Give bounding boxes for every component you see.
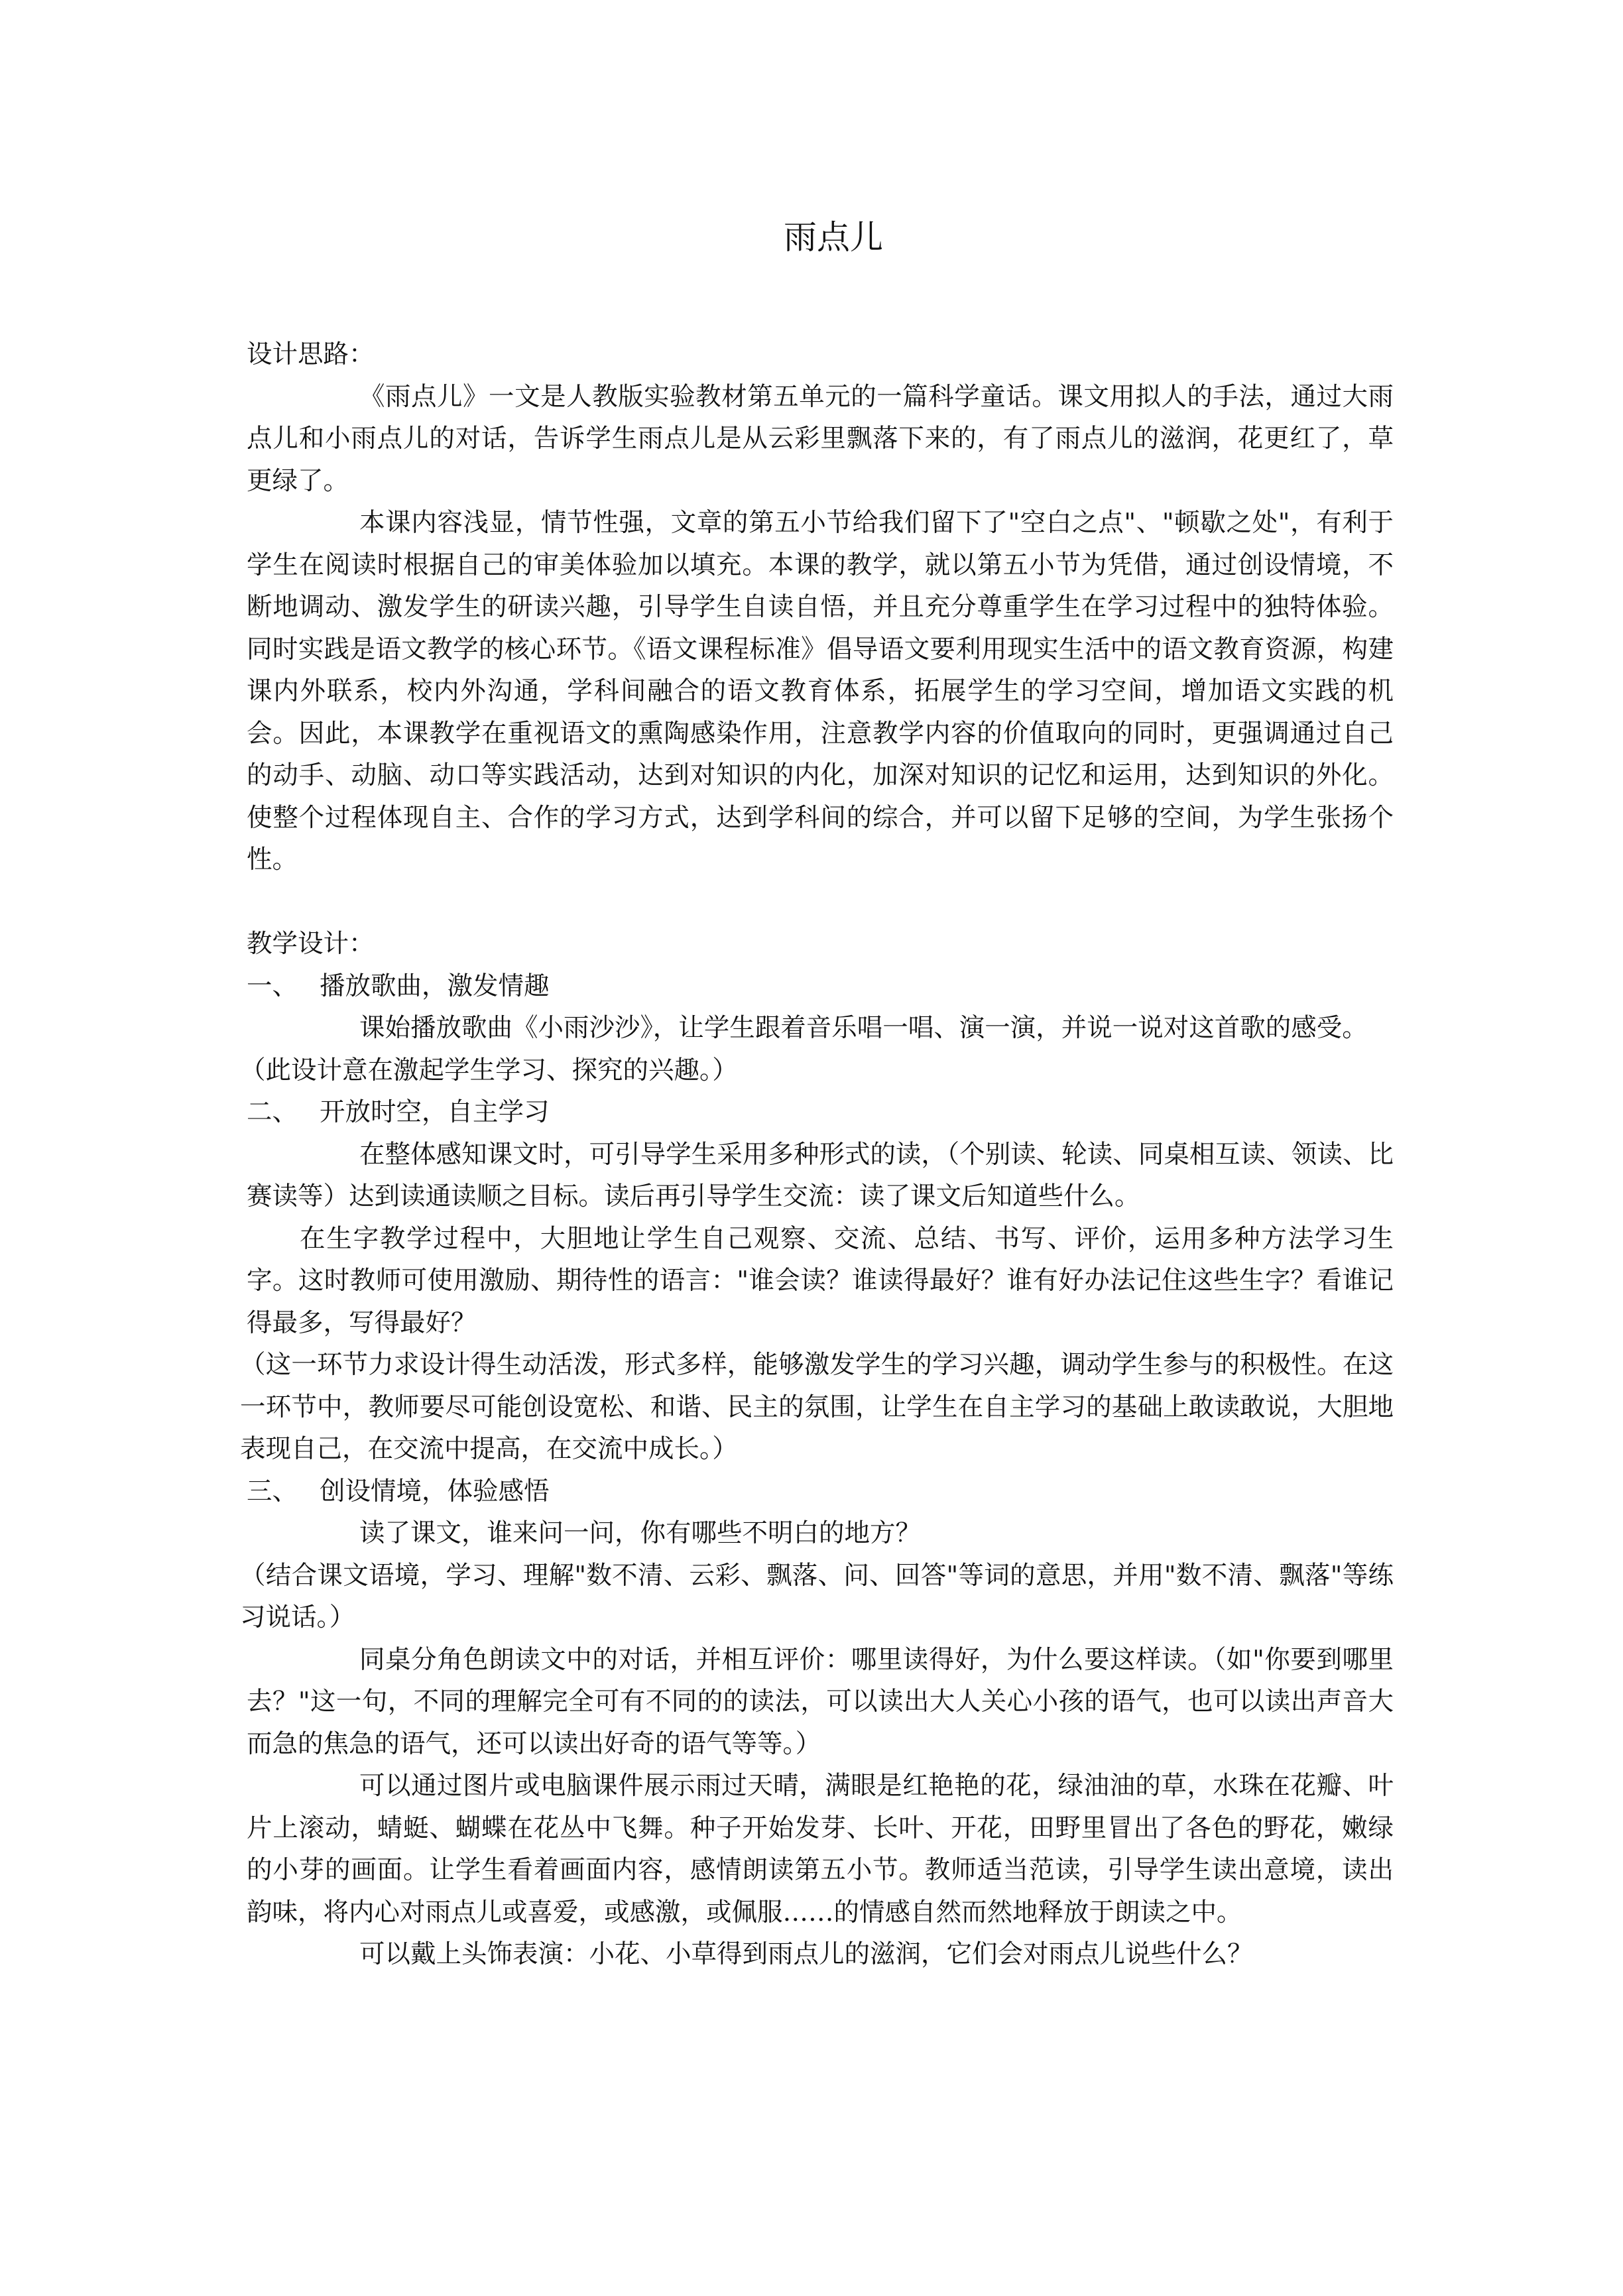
section-1-note: （此设计意在激起学生学习、探究的兴趣。） <box>240 1055 738 1085</box>
section-2-heading <box>247 1091 1394 1134</box>
section-2-paragraph-2: 在生字教学过程中，大胆地让学生自己观察、交流、总结、书写、评价，运用多种方法学习生字。这时教师可使用激励、期待性的语言："谁会读？谁读得最好？谁有好办法记住这些生字？看谁记得最多，写得最好？ <box>247 1223 1394 1338</box>
section-gap <box>247 881 1394 924</box>
section-3-heading <box>247 1471 1394 1513</box>
section-3-note: （结合课文语境，学习、理解"数不清、云彩、飘落、问、回答"等词的意思，并用"数不清、飘落"等练习说话。） <box>240 1560 1394 1632</box>
section-2-number: 二、 <box>247 1097 298 1127</box>
section-2-note: （这一环节力求设计得生动活泼，形式多样，能够激发学生的学习兴趣，调动学生参与的积极性。在这一环节中，教师要尽可能创设宽松、和谐、民主的氛围，让学生在自主学习的基础上敢读敢说，大胆地表现自己，在交流中提高，在交流中成长。） <box>240 1350 1394 1464</box>
section-2-paragraph-1: 在整体感知课文时，可引导学生采用多种形式的读，（个别读、轮读、同桌相互读、领读、比赛读等）达到读通读顺之目标。读后再引导学生交流：读了课文后知道些什么。 <box>247 1139 1394 1211</box>
design-idea-paragraph-1: 《雨点儿》一文是人教版实验教材第五单元的一篇科学童话。课文用拟人的手法，通过大雨点儿和小雨点儿的对话，告诉学生雨点儿是从云彩里飘落下来的，有了雨点儿的滋润，花更红了，草更绿了。 <box>247 381 1394 496</box>
section-3-paragraph-2: 同桌分角色朗读文中的对话，并相互评价：哪里读得好，为什么要这样读。（如"你要到哪里去？"这一句，不同的理解完全可有不同的的读法，可以读出大人关心小孩的语气，也可以读出声音大而急的焦急的语气，还可以读出好奇的语气等等。） <box>247 1644 1394 1759</box>
section-1-paragraph-1: 课始播放歌曲《小雨沙沙》，让学生跟着音乐唱一唱、演一演，并说一说对这首歌的感受。 <box>359 1013 1368 1043</box>
section-1-title: 播放歌曲，激发情趣 <box>320 971 550 1001</box>
section-1-heading <box>247 965 1394 1008</box>
section-2-title: 开放时空，自主学习 <box>320 1097 550 1127</box>
section-3-paragraph-4: 可以戴上头饰表演：小花、小草得到雨点儿的滋润，它们会对雨点儿说些什么？ <box>359 1939 1253 1969</box>
section-1-number: 一、 <box>247 971 298 1001</box>
document-body <box>240 333 1394 1976</box>
section-3-paragraph-3: 可以通过图片或电脑课件展示雨过天晴，满眼是红艳艳的花，绿油油的草，水珠在花瓣、叶片上滚动，蜻蜓、蝴蝶在花丛中飞舞。种子开始发芽、长叶、开花，田野里冒出了各色的野花，嫩绿的小芽的画面。让学生看着画面内容，感情朗读第五小节。教师适当范读，引导学生读出意境，读出韵味，将内心对雨点儿或喜爱，或感激，或佩服……的情感自然而然地释放于朗读之中。 <box>247 1771 1394 1927</box>
design-idea-paragraph-2: 本课内容浅显，情节性强，文章的第五小节给我们留下了"空白之点"、"顿歇之处"，有利于学生在阅读时根据自己的审美体验加以填充。本课的教学，就以第五小节为凭借，通过创设情境，不断地调动、激发学生的研读兴趣，引导学生自读自悟，并且充分尊重学生在学习过程中的独特体验。同时实践是语文教学的核心环节。《语文课程标准》倡导语文要利用现实生活中的语文教育资源，构建课内外联系，校内外沟通，学科间融合的语文教育体系，拓展学生的学习空间，增加语文实践的机会。因此，本课教学在重视语文的熏陶感染作用，注意教学内容的价值取向的同时，更强调通过自己的动手、动脑、动口等实践活动，达到对知识的内化，加深对知识的记忆和运用，达到知识的外化。使整个过程体现自主、合作的学习方式，达到学科间的综合，并可以留下足够的空间，为学生张扬个性。 <box>247 508 1394 875</box>
document-page <box>240 211 1394 1976</box>
section-3-number: 三、 <box>247 1476 298 1506</box>
teaching-design-label: 教学设计： <box>247 929 375 959</box>
section-3-title: 创设情境，体验感悟 <box>320 1476 550 1506</box>
design-idea-label: 设计思路： <box>247 339 375 369</box>
page-title: 雨点儿 <box>784 218 883 257</box>
section-3-paragraph-1: 读了课文，谁来问一问，你有哪些不明白的地方？ <box>359 1518 922 1548</box>
